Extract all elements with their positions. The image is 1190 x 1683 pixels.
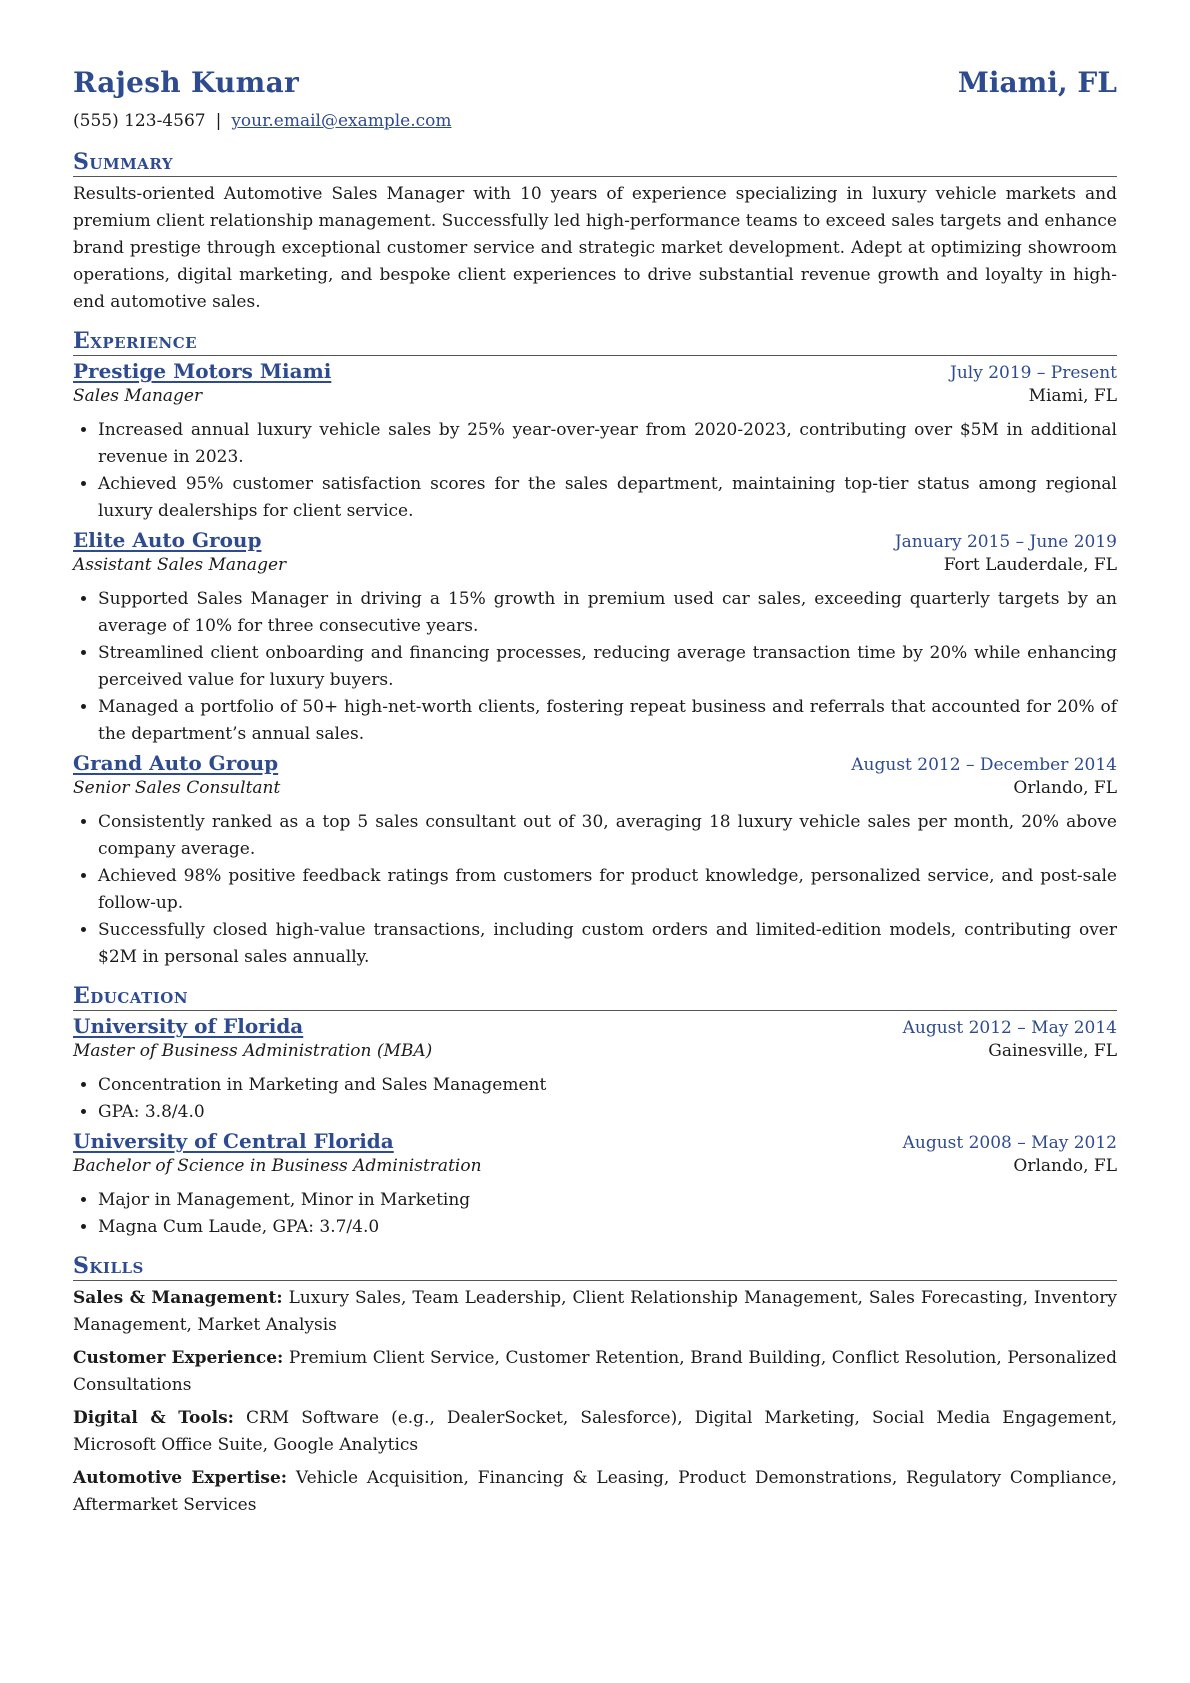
job-dates: August 2012 – December 2014 [851,755,1117,775]
job-entry [73,751,1117,971]
bullet-item: • Successfully closed high-value transactions, including custom orders and limited-edition models, contributing over $2M in personal sales annually. [98,917,1117,971]
job-location: Miami, FL [1028,386,1117,406]
skills-heading: Skills [73,1253,1117,1281]
school-location: Gainesville, FL [988,1041,1117,1061]
company-name[interactable]: Prestige Motors Miami [73,359,332,383]
school-name[interactable]: University of Central Florida [73,1129,394,1153]
bullet-item: • Achieved 98% positive feedback ratings from customers for product knowledge, personalized service, and post-sale follow-up. [98,863,1117,917]
candidate-name: Rajesh Kumar [73,66,300,99]
education-dates: August 2008 – May 2012 [902,1133,1117,1153]
summary-heading: Summary [73,149,1117,177]
bullet-item: • Increased annual luxury vehicle sales by 25% year-over-year from 2020-2023, contributing over $5M in additional revenue in 2023. [98,417,1117,471]
job-location: Orlando, FL [1013,778,1117,798]
skill-label: Digital & Tools: [73,1408,234,1428]
school-location: Orlando, FL [1013,1156,1117,1176]
skill-group [73,1345,1117,1399]
job-title: Senior Sales Consultant [73,778,281,798]
bullet-item: • Streamlined client onboarding and financing processes, reducing average transaction time by 20% while enhancing perceived value for luxury buyers. [98,640,1117,694]
education-bullets [73,1187,1117,1241]
job-dates: July 2019 – Present [950,363,1117,383]
skill-items: Vehicle Acquisition, Financing & Leasing, Product Demonstrations, Regulatory Compliance, Aftermarket Services [73,1468,1118,1515]
bullet-item: • Magna Cum Laude, GPA: 3.7/4.0 [98,1214,1117,1241]
skill-group [73,1285,1117,1339]
summary-text: Results-oriented Automotive Sales Manager with 10 years of experience specializing in luxury vehicle markets and premium client relationship management. Successfully led high-performance teams to exceed sales targets and enhance brand prestige through exceptional customer service and strategic market development. Adept at optimizing showroom operations, digital marketing, and bespoke client experiences to drive substantial revenue growth and loyalty in high-end automotive sales. [73,184,1117,312]
education-dates: August 2012 – May 2014 [902,1018,1117,1038]
skill-items: CRM Software (e.g., DealerSocket, Salesforce), Digital Marketing, Social Media Engagement, Microsoft Office Suite, Google Analytics [73,1408,1117,1455]
contact-line [73,111,1117,131]
education-heading: Education [73,983,1117,1011]
degree-name: Master of Business Administration (MBA) [73,1041,433,1061]
job-bullets [73,809,1117,971]
experience-heading: Experience [73,328,1117,356]
skill-items: Luxury Sales, Team Leadership, Client Relationship Management, Sales Forecasting, Inventory Management, Market Analysis [73,1288,1118,1335]
skill-label: Sales & Management: [73,1288,283,1308]
skills-list [73,1285,1117,1519]
skill-label: Customer Experience: [73,1348,284,1368]
contact-separator: | [215,111,222,131]
bullet-item: • Supported Sales Manager in driving a 15% growth in premium used car sales, exceeding quarterly targets by an average of 10% for three consecutive years. [98,586,1117,640]
education-entry [73,1129,1117,1241]
job-title: Assistant Sales Manager [73,555,287,575]
email-link[interactable]: your.email@example.com [231,111,452,131]
bullet-item: • Major in Management, Minor in Marketing [98,1187,1117,1214]
bullet-item: • GPA: 3.8/4.0 [98,1099,1117,1126]
job-title: Sales Manager [73,386,203,406]
candidate-city: Miami, FL [957,66,1117,99]
job-entry [73,359,1117,525]
bullet-item: • Managed a portfolio of 50+ high-net-worth clients, fostering repeat business and referrals that accounted for 20% of the department’s annual sales. [98,694,1117,748]
company-name[interactable]: Grand Auto Group [73,751,279,775]
company-name[interactable]: Elite Auto Group [73,528,262,552]
bullet-item: • Consistently ranked as a top 5 sales consultant out of 30, averaging 18 luxury vehicle sales per month, 20% above company average. [98,809,1117,863]
school-name[interactable]: University of Florida [73,1014,304,1038]
skill-items: Premium Client Service, Customer Retention, Brand Building, Conflict Resolution, Personalized Consultations [73,1348,1117,1395]
job-entry [73,528,1117,748]
job-dates: January 2015 – June 2019 [894,532,1117,552]
resume-header [73,66,1117,99]
bullet-item: • Achieved 95% customer satisfaction scores for the sales department, maintaining top-tier status among regional luxury dealerships for client service. [98,471,1117,525]
education-entry [73,1014,1117,1126]
job-location: Fort Lauderdale, FL [943,555,1117,575]
skill-group [73,1405,1117,1459]
skill-group [73,1465,1117,1519]
skill-label: Automotive Expertise: [73,1468,288,1488]
bullet-item: • Concentration in Marketing and Sales Management [98,1072,1117,1099]
job-bullets [73,586,1117,748]
education-bullets [73,1072,1117,1126]
job-bullets [73,417,1117,525]
degree-name: Bachelor of Science in Business Administration [73,1156,482,1176]
phone-number: (555) 123-4567 [73,111,206,131]
